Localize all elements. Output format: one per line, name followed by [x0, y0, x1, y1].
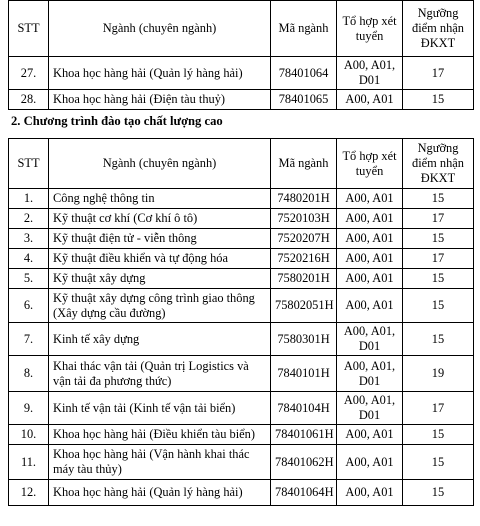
cell-subject-combo: A00, A01, D01 — [337, 392, 403, 425]
cell-major: Khai thác vận tải (Quản trị Logistics và vận tải đa phương thức) — [49, 356, 271, 392]
cell-stt: 5. — [9, 269, 49, 289]
cell-subject-combo: A00, A01 — [337, 90, 403, 110]
cell-subject-combo: A00, A01, D01 — [337, 57, 403, 90]
table-header-row — [9, 139, 474, 189]
cell-subject-combo: A00, A01, D01 — [337, 323, 403, 356]
cell-stt: 2. — [9, 209, 49, 229]
cell-subject-combo: A00, A01 — [337, 209, 403, 229]
cell-stt: 4. — [9, 249, 49, 269]
header-subject-combo: Tổ hợp xét tuyển — [337, 139, 403, 189]
table-row — [9, 392, 474, 425]
cell-threshold: 15 — [403, 90, 474, 110]
cell-major: Kinh tế xây dựng — [49, 323, 271, 356]
cell-stt: 6. — [9, 289, 49, 323]
cell-threshold: 17 — [403, 209, 474, 229]
cell-subject-combo: A00, A01 — [337, 249, 403, 269]
cell-code: 7840101H — [271, 356, 337, 392]
cell-subject-combo: A00, A01 — [337, 229, 403, 249]
table-row — [9, 249, 474, 269]
table-row — [9, 57, 474, 90]
table-row — [9, 356, 474, 392]
cell-code: 75802051H — [271, 289, 337, 323]
cell-major: Công nghệ thông tin — [49, 189, 271, 209]
table-row — [9, 229, 474, 249]
cell-code: 7520216H — [271, 249, 337, 269]
cell-major: Kỹ thuật xây dựng công trình giao thông (Xây dựng cầu đường) — [49, 289, 271, 323]
cell-threshold: 17 — [403, 392, 474, 425]
cell-subject-combo: A00, A01 — [337, 269, 403, 289]
cell-stt: 1. — [9, 189, 49, 209]
cell-stt: 9. — [9, 392, 49, 425]
header-threshold: Ngưỡng điểm nhận ĐKXT — [403, 139, 474, 189]
table-row — [9, 269, 474, 289]
cell-threshold: 19 — [403, 356, 474, 392]
table-row — [9, 480, 474, 506]
header-stt: STT — [9, 139, 49, 189]
table-row — [9, 445, 474, 480]
header-stt: STT — [9, 1, 49, 57]
table-row — [9, 189, 474, 209]
header-major: Ngành (chuyên ngành) — [49, 139, 271, 189]
header-code: Mã ngành — [271, 1, 337, 57]
cell-major: Kỹ thuật điều khiển và tự động hóa — [49, 249, 271, 269]
cell-major: Kinh tế vận tải (Kinh tế vận tải biển) — [49, 392, 271, 425]
cell-code: 7840104H — [271, 392, 337, 425]
cell-major: Khoa học hàng hải (Điện tàu thuỷ) — [49, 90, 271, 110]
cell-code: 78401065 — [271, 90, 337, 110]
cell-code: 78401061H — [271, 425, 337, 445]
admission-table-standard — [8, 0, 474, 110]
header-threshold: Ngưỡng điểm nhận ĐKXT — [403, 1, 474, 57]
cell-stt: 28. — [9, 90, 49, 110]
cell-stt: 3. — [9, 229, 49, 249]
table-header-row — [9, 1, 474, 57]
table-row — [9, 90, 474, 110]
cell-major: Khoa học hàng hải (Quản lý hàng hải) — [49, 57, 271, 90]
cell-stt: 7. — [9, 323, 49, 356]
cell-threshold: 15 — [403, 229, 474, 249]
cell-code: 78401064 — [271, 57, 337, 90]
cell-threshold: 15 — [403, 480, 474, 506]
cell-code: 7580301H — [271, 323, 337, 356]
cell-major: Khoa học hàng hải (Vận hành khai thác máy tàu thủy) — [49, 445, 271, 480]
cell-threshold: 15 — [403, 289, 474, 323]
cell-stt: 27. — [9, 57, 49, 90]
table-row — [9, 209, 474, 229]
cell-major: Khoa học hàng hải (Điều khiển tàu biển) — [49, 425, 271, 445]
cell-threshold: 15 — [403, 445, 474, 480]
cell-code: 7520103H — [271, 209, 337, 229]
table-row — [9, 323, 474, 356]
cell-stt: 12. — [9, 480, 49, 506]
admission-table-high-quality — [8, 138, 474, 506]
table-row — [9, 425, 474, 445]
cell-major: Kỹ thuật cơ khí (Cơ khí ô tô) — [49, 209, 271, 229]
cell-subject-combo: A00, A01 — [337, 189, 403, 209]
cell-stt: 11. — [9, 445, 49, 480]
cell-code: 7480201H — [271, 189, 337, 209]
cell-threshold: 17 — [403, 57, 474, 90]
cell-code: 78401062H — [271, 445, 337, 480]
cell-code: 7520207H — [271, 229, 337, 249]
cell-major: Kỹ thuật xây dựng — [49, 269, 271, 289]
cell-code: 7580201H — [271, 269, 337, 289]
cell-major: Khoa học hàng hải (Quản lý hàng hải) — [49, 480, 271, 506]
table-row — [9, 289, 474, 323]
header-code: Mã ngành — [271, 139, 337, 189]
cell-subject-combo: A00, A01 — [337, 425, 403, 445]
cell-threshold: 15 — [403, 425, 474, 445]
cell-major: Kỹ thuật điện tử - viễn thông — [49, 229, 271, 249]
cell-threshold: 15 — [403, 269, 474, 289]
cell-subject-combo: A00, A01 — [337, 289, 403, 323]
cell-subject-combo: A00, A01 — [337, 480, 403, 506]
header-major: Ngành (chuyên ngành) — [49, 1, 271, 57]
cell-threshold: 15 — [403, 189, 474, 209]
cell-subject-combo: A00, A01, D01 — [337, 356, 403, 392]
cell-threshold: 17 — [403, 249, 474, 269]
section-title: 2. Chương trình đào tạo chất lượng cao — [11, 114, 223, 128]
cell-stt: 10. — [9, 425, 49, 445]
cell-stt: 8. — [9, 356, 49, 392]
cell-code: 78401064H — [271, 480, 337, 506]
cell-subject-combo: A00, A01 — [337, 445, 403, 480]
cell-threshold: 15 — [403, 323, 474, 356]
header-subject-combo: Tổ hợp xét tuyển — [337, 1, 403, 57]
